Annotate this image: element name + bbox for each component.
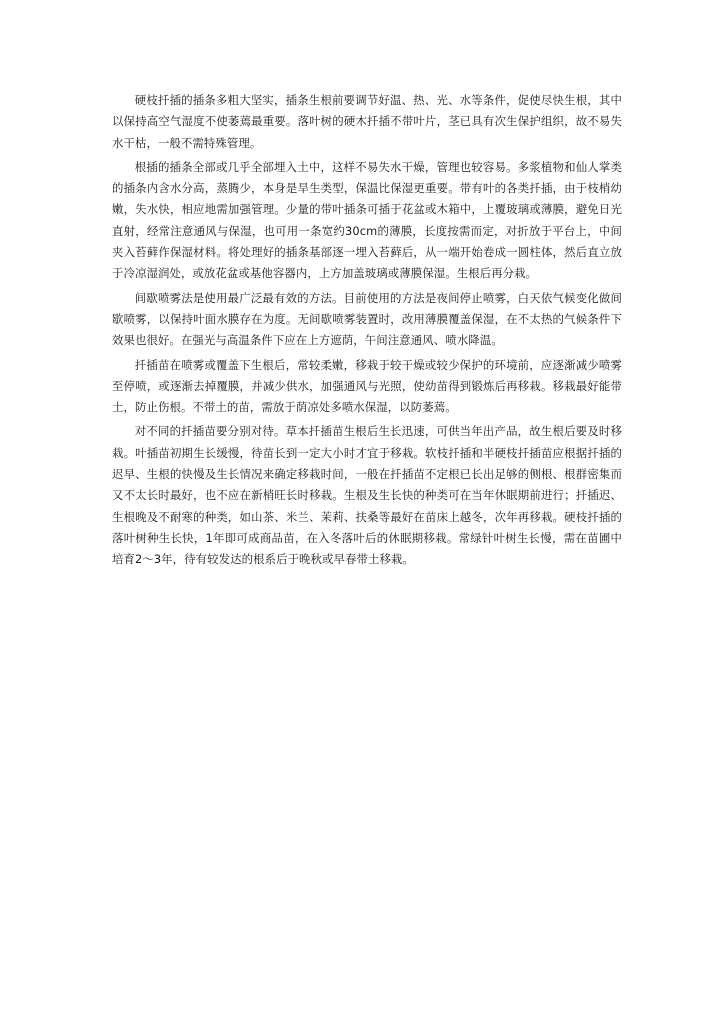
paragraph-hardwood-cutting: 硬枝扦插的插条多粗大坚实，插条生根前要调节好温、热、光、水等条件，促使尽快生根，其中以保持高空气湿度不使萎蔫最重要。落叶树的硬木扦插不带叶片，茎已具有次生保护组织，故不易失水干枯，一般不需特殊管理。: [112, 93, 622, 150]
document-body: [112, 90, 622, 574]
paragraph-root-cutting: 根插的插条全部或几乎全部埋入土中，这样不易失水干燥，管理也较容易。多浆植物和仙人掌类的插条内含水分高，蒸腾少，本身是旱生类型，保温比保湿更重要。带有叶的各类扦插，由于枝梢幼嫩，失水快，相应地需加强管理。少量的带叶插条可插于花盆或木箱中，上覆玻璃或薄膜，避免日光直射，经常注意通风与保湿，也可用一条宽约30cm的薄膜，长度按需而定，对折放于平台上，中间夹入苔藓作保湿材料。将处理好的插条基部逐一埋入苔藓后，从一端开始卷成一圆柱体，然后直立放于冷凉湿润处，或放花盆或基他容器内，上方加盖玻璃或薄膜保湿。生根后再分栽。: [112, 159, 622, 281]
paragraph-intermittent-mist: 间歇喷雾法是使用最广泛最有效的方法。目前使用的方法是夜间停止喷雾，白天依气候变化做间歇喷雾，以保持叶面水膜存在为度。无间歇喷雾装置时，改用薄膜覆盖保湿，在不太热的气候条件下效果也很好。在强光与高温条件下应在上方遮荫，午间注意通风、喷水降温。: [112, 290, 622, 348]
paragraph-hardening-off: 扦插苗在喷雾或覆盖下生根后，常较柔嫩，移栽于较干燥或较少保护的环境前，应逐渐减少喷雾至停喷，或逐渐去掉覆膜，并减少供水，加强通风与光照，使幼苗得到锻炼后再移栽。移栽最好能带土，防止伤根。不带土的苗，需放于荫凉处多喷水保湿，以防萎蔫。: [112, 357, 622, 415]
paragraph-transplant-timing: 对不同的扦插苗要分别对待。草本扦插苗生根后生长迅速，可供当年出产品，故生根后要及时移栽。叶插苗初期生长缓慢，待苗长到一定大小时才宜于移栽。软枝扦插和半硬枝扦插苗应根据扦插的迟早、生根的快慢及生长情况来确定移栽时间，一般在扦插苗不定根已长出足够的侧根、根群密集而又不太长时最好，也不应在新梢旺长时移栽。生根及生长快的种类可在当年休眠期前进行；扦插迟、生根晚及不耐寒的种类，如山茶、米兰、茉莉、扶桑等最好在苗床上越冬，次年再移栽。硬枝扦插的落叶树种生长快，1年即可成商品苗，在入冬落叶后的休眠期移栽。常绿针叶树生长慢，需在苗圃中培育2～3年，待有较发达的根系后于晚秋或早春带土移栽。: [112, 424, 622, 567]
